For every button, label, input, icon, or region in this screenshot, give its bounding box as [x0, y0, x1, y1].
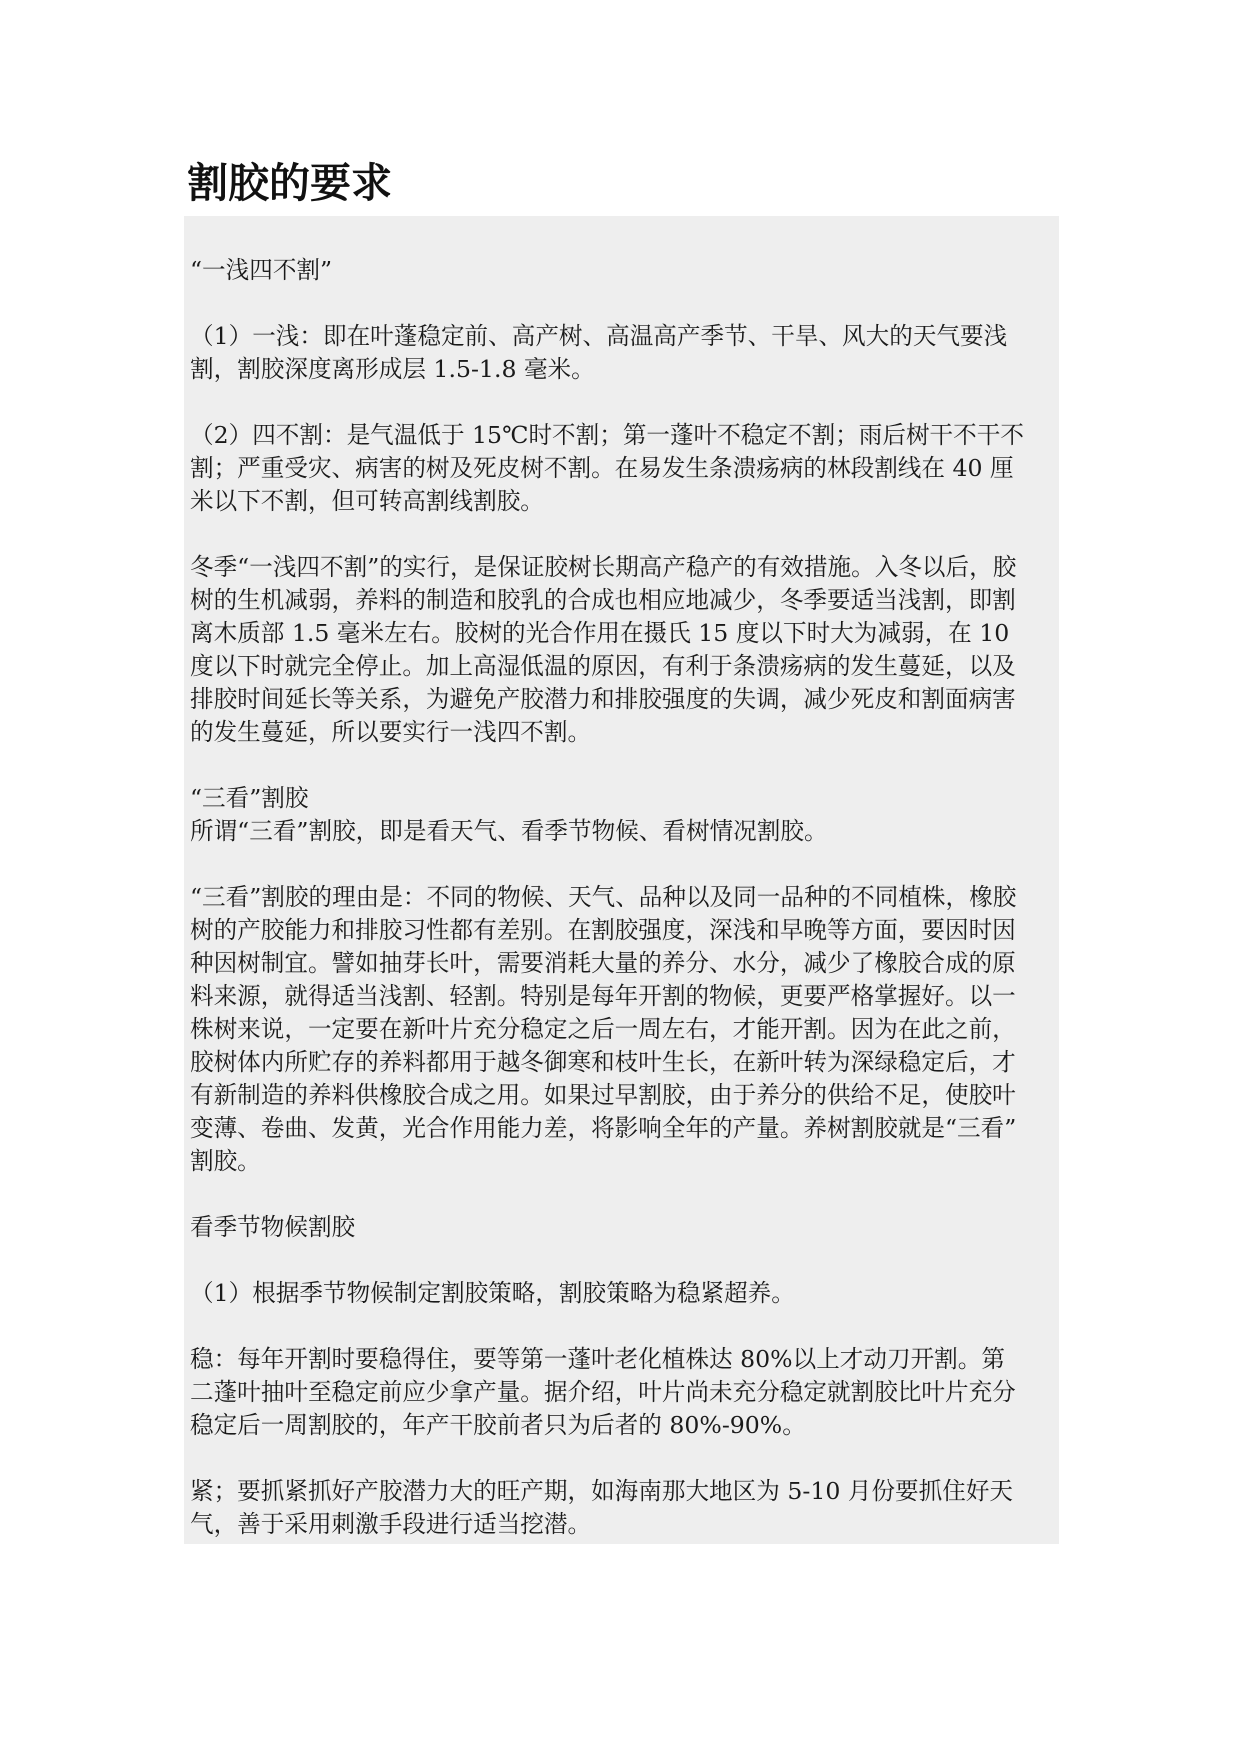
paragraph-winter [190, 551, 1055, 749]
page-title: 割胶的要求 [187, 159, 392, 207]
text-line: 米以下不割，但可转高割线割胶。 [190, 487, 544, 515]
text-line: 割胶。 [190, 1147, 261, 1175]
text-line: 树的生机减弱，养料的制造和胶乳的合成也相应地减少，冬季要适当浅割，即割 [190, 586, 1016, 614]
text-line: （1）根据季节物候制定割胶策略，割胶策略为稳紧超养。 [190, 1279, 795, 1307]
text-line: 株树来说，一定要在新叶片充分稳定之后一周左右，才能开割。因为在此之前， [190, 1015, 1016, 1043]
text-line: 树的产胶能力和排胶习性都有差别。在割胶强度，深浅和早晚等方面，要因时因 [190, 916, 1016, 944]
text-line: 稳定后一周割胶的，年产干胶前者只为后者的 80%-90%。 [190, 1411, 806, 1439]
text-line: 割；严重受灾、病害的树及死皮树不割。在易发生条溃疡病的林段割线在 40 厘 [190, 454, 1014, 482]
text-line: 有新制造的养料供橡胶合成之用。如果过早割胶，由于养分的供给不足，使胶叶 [190, 1081, 1016, 1109]
text-line: 紧；要抓紧抓好产胶潜力大的旺产期，如海南那大地区为 5-10 月份要抓住好天 [190, 1477, 1014, 1505]
text-line: 排胶时间延长等关系，为避免产胶潜力和排胶强度的失调，减少死皮和割面病害 [190, 685, 1016, 713]
paragraph-heading-season [190, 1211, 1055, 1244]
text-line: 种因树制宜。譬如抽芽长叶，需要消耗大量的养分、水分，减少了橡胶合成的原 [190, 949, 1016, 977]
text-line: 看季节物候割胶 [190, 1213, 356, 1241]
paragraph-jin [190, 1475, 1055, 1541]
paragraph-sankan-reason [190, 881, 1055, 1178]
paragraph-strategy [190, 1277, 1055, 1310]
text-line: 离木质部 1.5 毫米左右。胶树的光合作用在摄氏 15 度以下时大为减弱，在 10 [190, 619, 1010, 647]
paragraph-sibuge [190, 419, 1055, 518]
text-line: “三看”割胶 [190, 784, 309, 812]
text-line: 气，善于采用刺激手段进行适当挖潜。 [190, 1510, 592, 1538]
text-line: 二蓬叶抽叶至稳定前应少拿产量。据介绍，叶片尚未充分稳定就割胶比叶片充分 [190, 1378, 1016, 1406]
text-line: 料来源，就得适当浅割、轻割。特别是每年开割的物候，更要严格掌握好。以一 [190, 982, 1016, 1010]
text-line: （1）一浅：即在叶蓬稳定前、高产树、高温高产季节、干旱、风大的天气要浅 [190, 322, 1008, 350]
text-line: （2）四不割：是气温低于 15℃时不割；第一蓬叶不稳定不割；雨后树干不干不 [190, 421, 1024, 449]
paragraph-wen [190, 1343, 1055, 1442]
text-line: 胶树体内所贮存的养料都用于越冬御寒和枝叶生长，在新叶转为深绿稳定后，才 [190, 1048, 1016, 1076]
content-panel [184, 216, 1059, 1544]
paragraph-sankan [190, 782, 1055, 848]
text-line: 割，割胶深度离形成层 1.5-1.8 毫米。 [190, 355, 595, 383]
text-line: “一浅四不割” [190, 256, 333, 284]
text-line: 冬季“一浅四不割”的实行，是保证胶树长期高产稳产的有效措施。入冬以后，胶 [190, 553, 1017, 581]
text-line: 度以下时就完全停止。加上高湿低温的原因，有利于条溃疡病的发生蔓延，以及 [190, 652, 1016, 680]
text-line: 的发生蔓延，所以要实行一浅四不割。 [190, 718, 592, 746]
text-line: 变薄、卷曲、发黄，光合作用能力差，将影响全年的产量。养树割胶就是“三看” [190, 1114, 1017, 1142]
paragraph-heading-yiqian-sibuge [190, 254, 1055, 287]
text-line: 稳：每年开割时要稳得住，要等第一蓬叶老化植株达 80%以上才动刀开割。第 [190, 1345, 1005, 1373]
text-line: “三看”割胶的理由是：不同的物候、天气、品种以及同一品种的不同植株，橡胶 [190, 883, 1017, 911]
text-line: 所谓“三看”割胶，即是看天气、看季节物候、看树情况割胶。 [190, 817, 828, 845]
paragraph-yiqian [190, 320, 1055, 386]
